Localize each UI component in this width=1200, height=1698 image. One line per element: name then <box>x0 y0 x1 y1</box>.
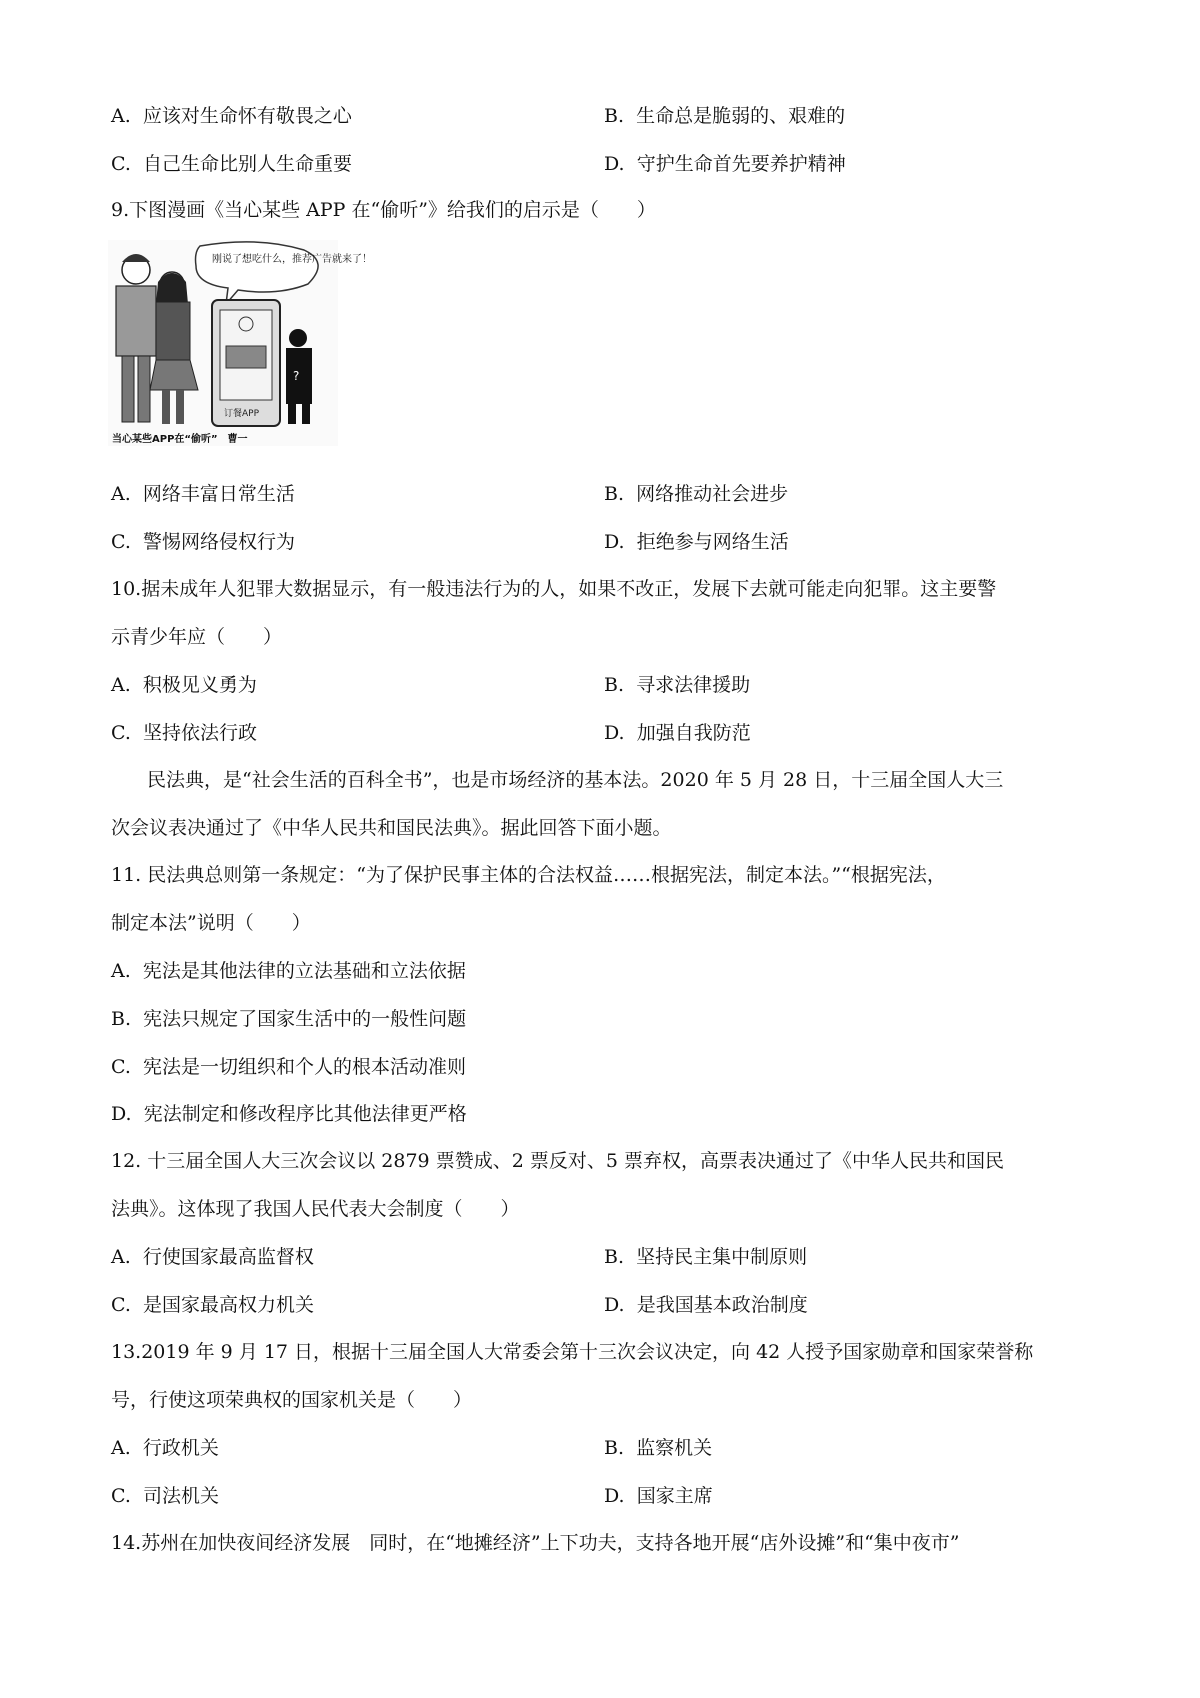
option-label: B. <box>604 105 625 127</box>
q9-option-a <box>111 481 295 507</box>
option-text: 应该对生命怀有敬畏之心 <box>142 105 352 127</box>
option-text: 国家主席 <box>636 1485 713 1507</box>
q13-stem-line2: 号，行使这项荣典权的国家机关是（ ） <box>111 1389 473 1411</box>
option-label: C. <box>111 1056 131 1078</box>
option-label: D. <box>604 1294 625 1316</box>
option-text: 行政机关 <box>142 1437 219 1459</box>
q9-stem: 9.下图漫画《当心某些 APP 在“偷听”》给我们的启示是（ ） <box>111 199 656 221</box>
speech-bubble-text: 刚说了想吃什么，推荐广告就来了！ <box>212 254 372 265</box>
option-label: B. <box>111 1008 132 1030</box>
option-label: D. <box>604 1485 625 1507</box>
option-text: 监察机关 <box>636 1437 713 1459</box>
option-label: A. <box>111 960 131 982</box>
q12-option-a <box>111 1244 314 1270</box>
option-label: C. <box>111 531 131 553</box>
option-text: 网络推动社会进步 <box>636 483 789 505</box>
option-label: C. <box>111 153 131 175</box>
option-label: C. <box>111 1294 131 1316</box>
option-label: A. <box>111 674 131 696</box>
q10-option-b <box>604 672 750 698</box>
option-label: A. <box>111 1246 131 1268</box>
q12-option-b <box>604 1244 807 1270</box>
q13-option-d <box>604 1483 713 1509</box>
option-text: 宪法是一切组织和个人的根本活动准则 <box>143 1056 467 1078</box>
option-text: 拒绝参与网络生活 <box>636 531 789 553</box>
option-label: C. <box>111 722 131 744</box>
q12-stem-line2: 法典》。这体现了我国人民代表大会制度（ ） <box>111 1198 520 1220</box>
q10-option-a <box>111 672 257 698</box>
q12-option-c <box>111 1292 314 1318</box>
option-label: C. <box>111 1485 131 1507</box>
q11-option-c <box>111 1054 466 1080</box>
option-text: 网络丰富日常生活 <box>142 483 295 505</box>
q11-option-b <box>111 1006 466 1032</box>
q13-stem-line1: 13.2019 年 9 月 17 日，根据十三届全国人大常委会第十三次会议决定，向 42 人授予国家勋章和国家荣誉称 <box>111 1341 1034 1363</box>
q10-option-d <box>604 720 751 746</box>
q11-stem-line2: 制定本法”说明（ ） <box>111 912 311 934</box>
q10-stem-line1: 10.据未成年人犯罪大数据显示，有一般违法行为的人，如果不改正，发展下去就可能走向犯罪。这主要警 <box>111 578 997 600</box>
phone-label <box>224 407 260 419</box>
option-text: 加强自我防范 <box>636 722 751 744</box>
option-label: B. <box>604 674 625 696</box>
option-label: A. <box>111 105 131 127</box>
option-label: B. <box>604 483 625 505</box>
q13-option-a <box>111 1435 219 1461</box>
q11-option-d <box>111 1101 467 1127</box>
option-text: 是我国基本政治制度 <box>636 1294 808 1316</box>
passage-line2: 次会议表决通过了《中华人民共和国民法典》。据此回答下面小题。 <box>111 817 672 839</box>
option-label: A. <box>111 483 131 505</box>
option-text: 警惕网络侵权行为 <box>143 531 296 553</box>
option-label: B. <box>604 1437 625 1459</box>
q11-option-a <box>111 958 466 984</box>
app-eavesdrop-cartoon <box>108 240 372 446</box>
option-text: 寻求法律援助 <box>636 674 751 696</box>
option-label: D. <box>111 1103 132 1125</box>
option-label: A. <box>111 1437 131 1459</box>
option-text: 生命总是脆弱的、艰难的 <box>636 105 846 127</box>
option-text: 宪法是其他法律的立法基础和立法依据 <box>142 960 466 982</box>
q12-option-d <box>604 1292 808 1318</box>
option-label: D. <box>604 531 625 553</box>
q12-stem-line1: 12. 十三届全国人大三次会议以 2879 票赞成、2 票反对、5 票弃权，高票表决通过了《中华人民共和国民 <box>111 1150 1004 1172</box>
q9-option-c <box>111 529 295 555</box>
q8-option-d <box>604 151 846 177</box>
q8-option-b <box>604 103 845 129</box>
q10-stem-line2: 示青少年应（ ） <box>111 626 283 648</box>
q9-option-b <box>604 481 788 507</box>
option-text: 守护生命首先要养护精神 <box>636 153 846 175</box>
option-label: D. <box>604 722 625 744</box>
option-text: 坚持依法行政 <box>143 722 258 744</box>
option-text: 司法机关 <box>143 1485 220 1507</box>
spy-figure <box>289 329 307 347</box>
option-text: 自己生命比别人生命重要 <box>143 153 353 175</box>
q14-stem-line1: 14.苏州在加快夜间经济发展 同时，在“地摊经济”上下功夫，支持各地开展“店外设摊”和“集中夜市” <box>111 1532 960 1554</box>
q8-option-a <box>111 103 352 129</box>
option-label: D. <box>604 153 625 175</box>
speech-bubble-text <box>212 252 372 265</box>
cartoon-caption <box>112 432 248 445</box>
phone-label-text: 订餐APP <box>224 409 260 419</box>
passage-line1: 民法典，是“社会生活的百科全书”，也是市场经济的基本法。2020 年 5 月 28 日，十三届全国人大三 <box>147 769 1004 791</box>
q11-stem-line1: 11. 民法典总则第一条规定：“为了保护民事主体的合法权益……根据宪法，制定本法。”“根据宪法， <box>111 864 946 886</box>
option-label: B. <box>604 1246 625 1268</box>
option-text: 宪法制定和修改程序比其他法律更严格 <box>143 1103 467 1125</box>
q9-option-d <box>604 529 789 555</box>
option-text: 积极见义勇为 <box>142 674 257 696</box>
q8-option-c <box>111 151 352 177</box>
option-text: 坚持民主集中制原则 <box>636 1246 808 1268</box>
option-text: 是国家最高权力机关 <box>143 1294 315 1316</box>
q10-option-c <box>111 720 257 746</box>
q13-option-c <box>111 1483 219 1509</box>
option-text: 行使国家最高监督权 <box>142 1246 314 1268</box>
cartoon-caption-text: 当心某些APP在“偷听” 曹一 <box>112 434 248 445</box>
q13-option-b <box>604 1435 712 1461</box>
svg-text:?: ? <box>293 369 300 383</box>
option-text: 宪法只规定了国家生活中的一般性问题 <box>143 1008 467 1030</box>
